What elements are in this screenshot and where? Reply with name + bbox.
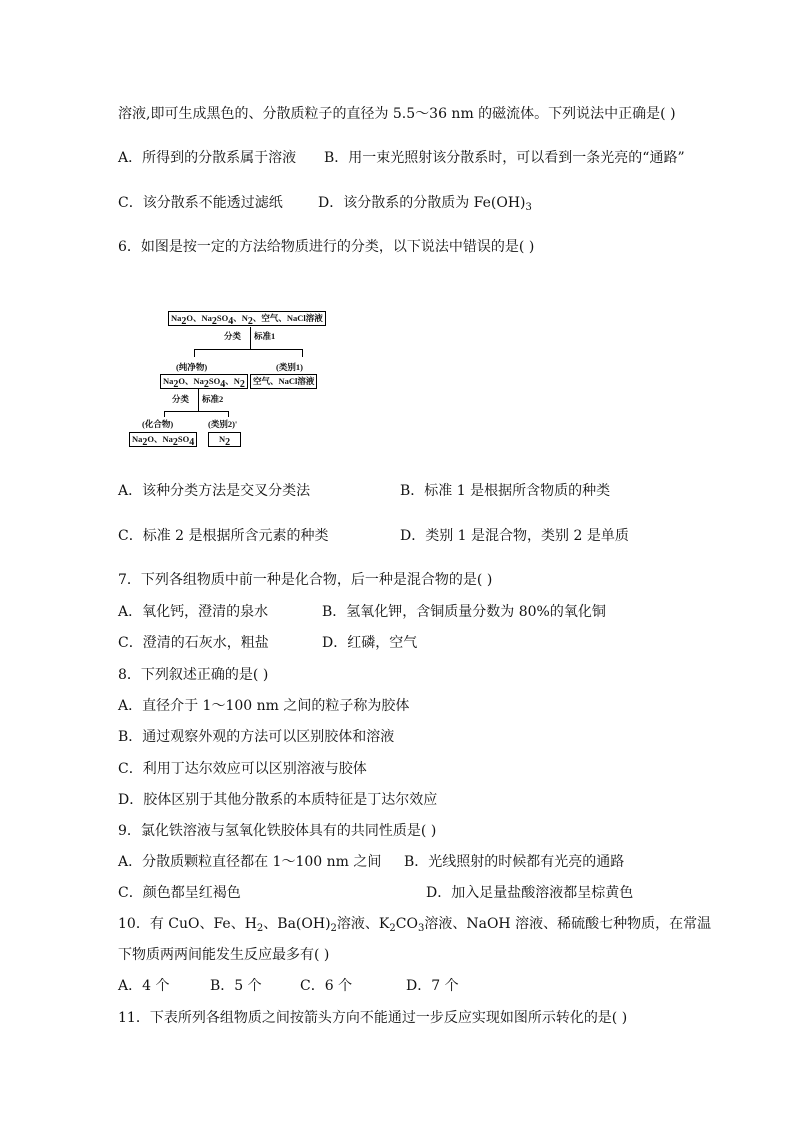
q6-option-d: D．类别 1 是混合物，类别 2 是单质 xyxy=(400,528,629,544)
diagram-branch-line xyxy=(164,411,228,412)
q9-option-b: B．光线照射的时候都有光亮的通路 xyxy=(404,854,625,870)
q7-option-c: C．澄清的石灰水，粗盐 xyxy=(118,635,269,651)
q8-option-b: B．通过观察外观的方法可以区别胶体和溶液 xyxy=(118,729,395,745)
pure-substance-box: $Na_2O$、$Na_2SO_4$、$N_2$ xyxy=(160,374,248,389)
q5-option-a: A．所得到的分散系属于溶液 xyxy=(118,150,297,166)
q10-option-d: D．7 个 xyxy=(406,978,459,994)
category1-box: 空气、NaCl溶液 xyxy=(250,374,317,389)
diagram-connector xyxy=(164,411,165,417)
q10-option-b: B．5 个 xyxy=(210,978,262,994)
diagram-connector xyxy=(198,389,199,411)
q8-option-d: D．胶体区别于其他分散系的本质特征是丁达尔效应 xyxy=(118,792,438,808)
compound-label: (化合物) xyxy=(142,419,174,429)
classification-diagram xyxy=(126,308,336,453)
q6-option-b: B．标准 1 是根据所含物质的种类 xyxy=(400,483,611,499)
diagram-connector xyxy=(194,349,195,357)
q9-stem: 9．氯化铁溶液与氢氧化铁胶体具有的共同性质是( ) xyxy=(118,823,437,839)
q10-option-a: A．4 个 xyxy=(118,978,170,994)
q8-option-a: A．直径介于 1～100 nm 之间的粒子称为胶体 xyxy=(118,698,410,714)
diagram-split1-right: 标准1 xyxy=(254,331,276,341)
diagram-branch-line xyxy=(194,349,302,350)
q5-option-d: D．该分散系的分散质为 $Fe(OH)_3$ xyxy=(318,195,532,213)
diagram-connector xyxy=(302,349,303,357)
q7-stem: 7．下列各组物质中前一种是化合物，后一种是混合物的是( ) xyxy=(118,572,493,588)
q5-stem: 溶液,即可生成黑色的、分散质粒子的直径为 5.5～36 nm 的磁流体。下列说法中正确是( ) xyxy=(118,106,676,122)
q5-option-c: C．该分散系不能透过滤纸 xyxy=(118,195,283,211)
q10-stem-line1: 10．有 CuO、Fe、$H_2$、$Ba(OH)_2$溶液、$K_2CO_3$溶液、NaOH 溶液、稀硫酸七种物质，在常温 xyxy=(118,916,712,934)
q10-option-c: C．6 个 xyxy=(300,978,353,994)
diagram-split2-right: 标准2 xyxy=(202,394,224,404)
diagram-connector xyxy=(250,327,251,349)
category1-label: (类别1) xyxy=(276,362,303,372)
q9-option-d: D．加入足量盐酸溶液都呈棕黄色 xyxy=(426,885,634,901)
q5-option-b: B．用一束光照射该分散系时，可以看到一条光亮的“通路” xyxy=(324,150,685,166)
q7-option-a: A．氧化钙，澄清的泉水 xyxy=(118,604,269,620)
q10-stem-line2: 下物质两两间能发生反应最多有( ) xyxy=(118,947,330,963)
category2-box: $N_2$ xyxy=(208,432,241,447)
q9-option-c: C．颜色都呈红褐色 xyxy=(118,885,241,901)
q7-option-d: D．红磷，空气 xyxy=(322,635,418,651)
diagram-split1-left: 分类 xyxy=(224,331,242,341)
q6-option-a: A．该种分类方法是交叉分类法 xyxy=(118,483,311,499)
category2-label: (类别2)' xyxy=(208,419,238,429)
q7-option-b: B．氢氧化钾，含铜质量分数为 80%的氧化铜 xyxy=(322,604,606,620)
q8-stem: 8．下列叙述正确的是( ) xyxy=(118,667,269,683)
compound-box: $Na_2O$、$Na_2SO_4$ xyxy=(129,432,197,447)
pure-substance-label: (纯净物) xyxy=(176,362,208,372)
diagram-connector xyxy=(228,411,229,417)
q8-option-c: C．利用丁达尔效应可以区别溶液与胶体 xyxy=(118,761,367,777)
q11-stem: 11．下表所列各组物质之间按箭头方向不能通过一步反应实现如图所示转化的是( ) xyxy=(118,1010,628,1026)
diagram-split2-left: 分类 xyxy=(172,394,190,404)
q9-option-a: A．分散质颗粒直径都在 1～100 nm 之间 xyxy=(118,854,382,870)
q6-stem: 6．如图是按一定的方法给物质进行的分类，以下说法中错误的是( ) xyxy=(118,239,535,255)
q6-option-c: C．标准 2 是根据所含元素的种类 xyxy=(118,528,329,544)
diagram-top-box: $Na_2O$、$Na_2SO_4$、$N_2$、空气、NaCl溶液 xyxy=(168,311,326,326)
